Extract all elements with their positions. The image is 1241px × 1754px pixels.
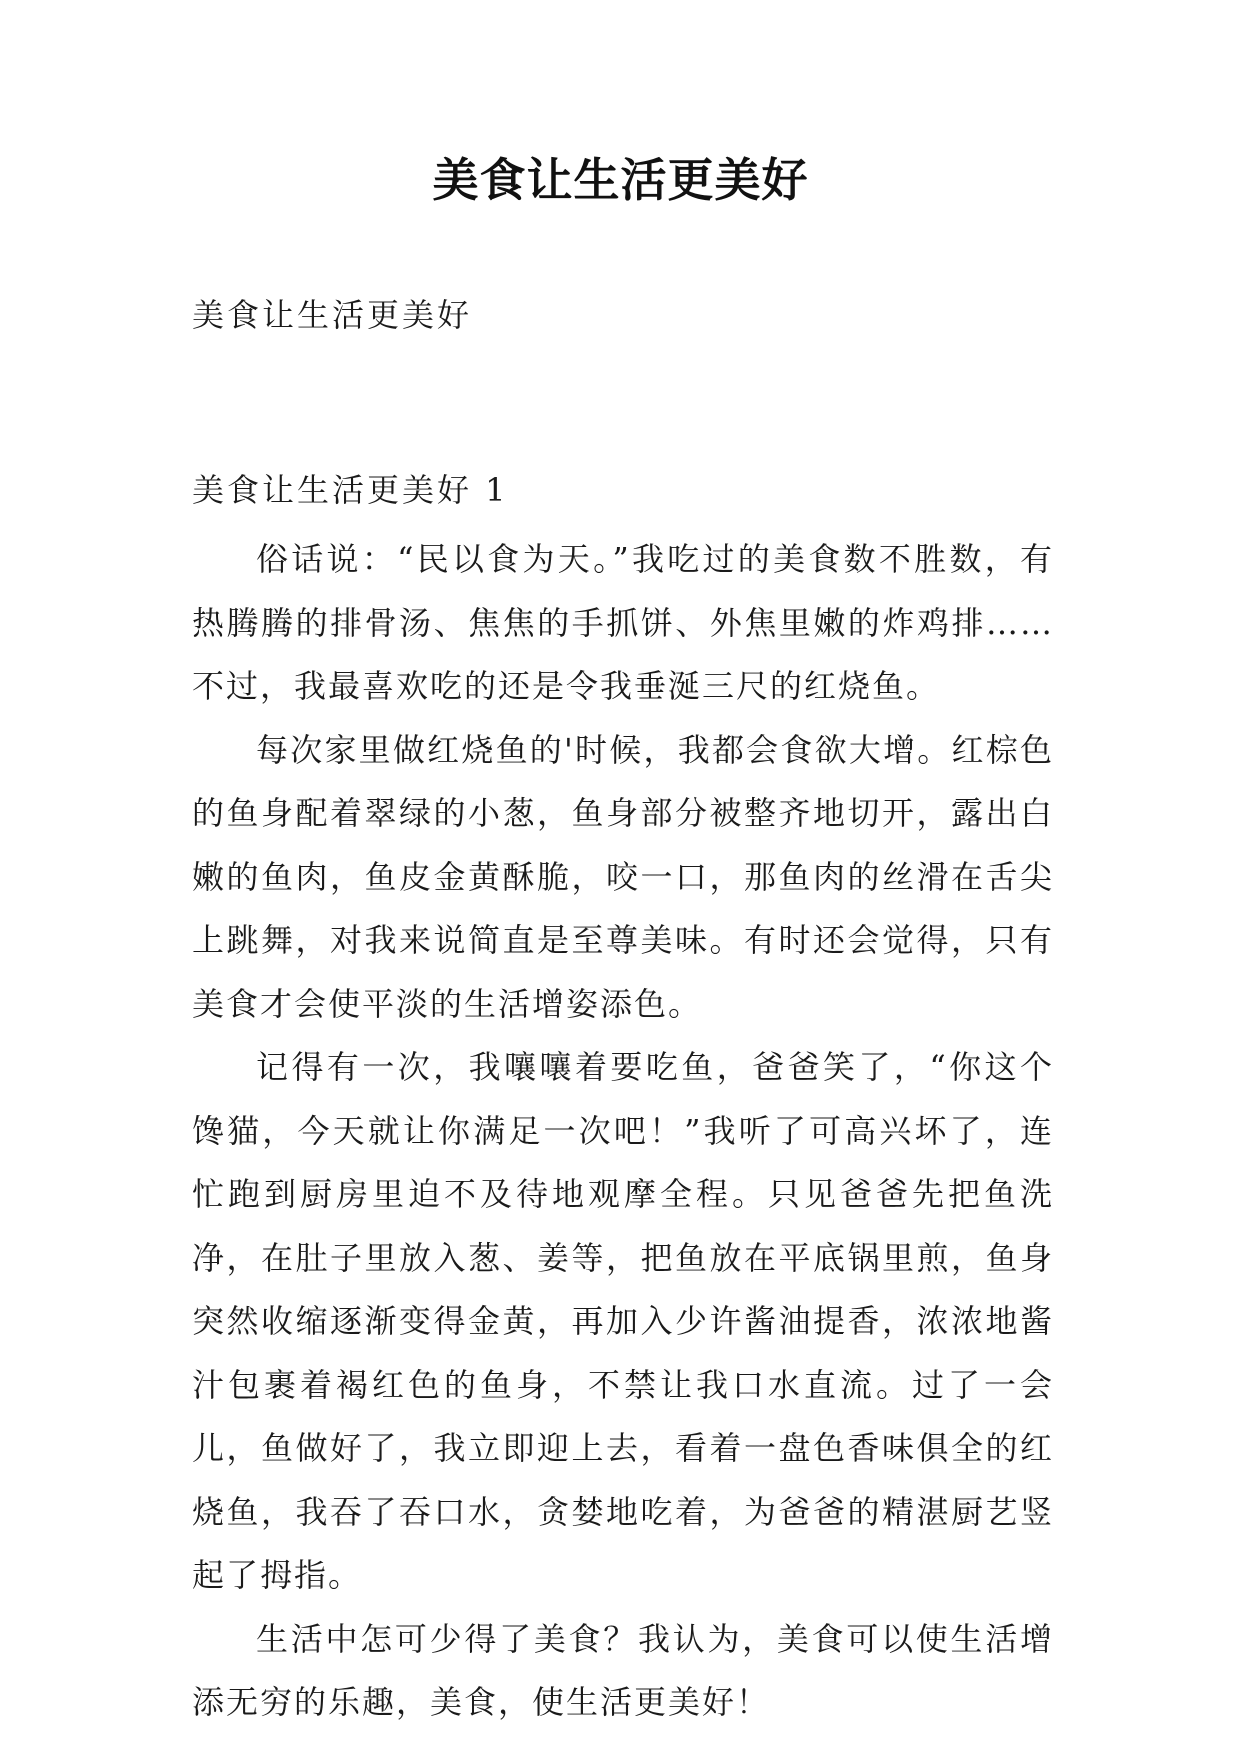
document-subtitle: 美食让生活更美好 [192, 296, 473, 334]
section-heading: 美食让生活更美好 1 [192, 471, 509, 509]
paragraph-4: 生活中怎可少得了美食？我认为，美食可以使生活增添无穷的乐趣，美食，使生活更美好！ [192, 1619, 1054, 1721]
paragraph-1: 俗话说：“民以食为天。”我吃过的美食数不胜数，有热腾腾的排骨汤、焦焦的手抓饼、外焦里嫩的炸鸡排……不过，我最喜欢吃的还是令我垂涎三尺的红烧鱼。 [192, 540, 1054, 705]
paragraph-2: 每次家里做红烧鱼的'时候，我都会食欲大增。红棕色的鱼身配着翠绿的小葱，鱼身部分被整齐地切开，露出白嫩的鱼肉，鱼皮金黄酥脆，咬一口，那鱼肉的丝滑在舌尖上跳舞，对我来说简直是至尊美味。有时还会觉得，只有美食才会使平淡的生活增姿添色。 [192, 730, 1054, 1023]
document-title: 美食让生活更美好 [432, 153, 809, 207]
article-body [192, 528, 1054, 1735]
paragraph-3: 记得有一次，我嚷嚷着要吃鱼，爸爸笑了，“你这个馋猫，今天就让你满足一次吧！”我听了可高兴坏了，连忙跑到厨房里迫不及待地观摩全程。只见爸爸先把鱼洗净，在肚子里放入葱、姜等，把鱼放在平底锅里煎，鱼身突然收缩逐渐变得金黄，再加入少许酱油提香，浓浓地酱汁包裹着褐红色的鱼身，不禁让我口水直流。过了一会儿，鱼做好了，我立即迎上去，看着一盘色香味俱全的红烧鱼，我吞了吞口水，贪婪地吃着，为爸爸的精湛厨艺竖起了拇指。 [192, 1048, 1054, 1594]
